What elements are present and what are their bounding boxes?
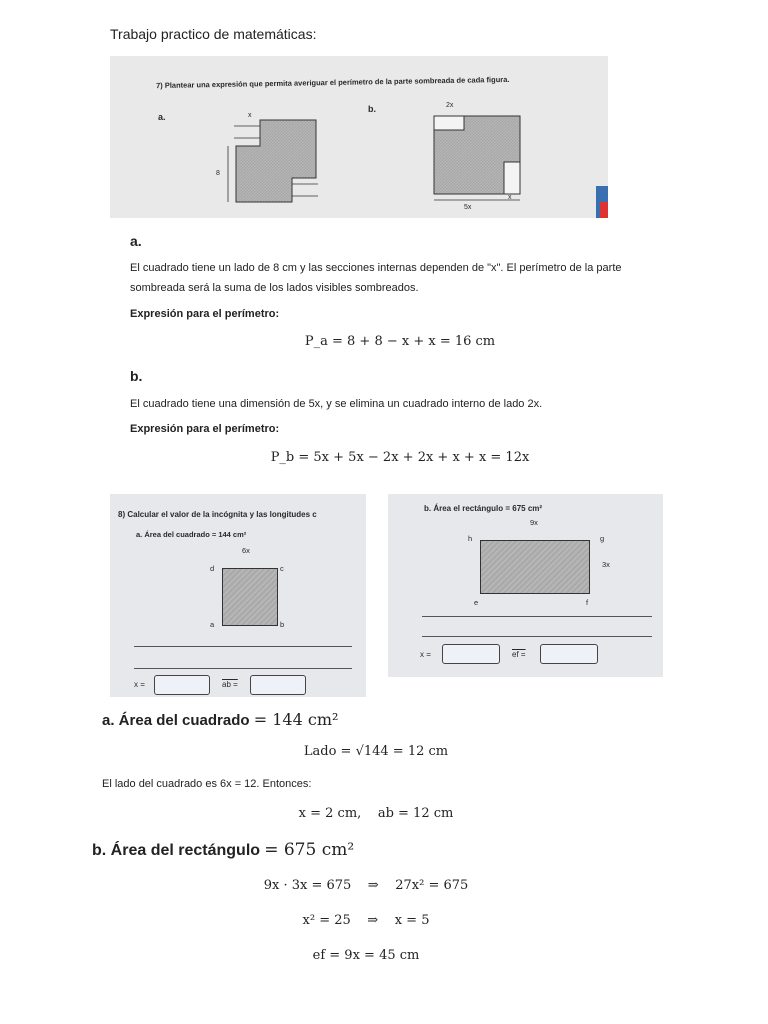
answer-line-4 bbox=[422, 636, 652, 637]
rect-h-label: h bbox=[468, 534, 473, 543]
fig-b-bottom-label: 5x bbox=[464, 204, 472, 211]
answer-b-heading-math: = 675 cm² bbox=[264, 840, 355, 860]
rect-g-label: g bbox=[600, 534, 605, 543]
exercise-8-question: 8) Calcular el valor de la incógnita y las longitudes c bbox=[118, 510, 317, 519]
fig-a-side-label: 8 bbox=[216, 170, 220, 177]
ab-answer-label: ab = bbox=[222, 680, 238, 689]
x-answer-label: x = bbox=[134, 680, 145, 689]
answer-b-line-3: ef = 9x = 45 cm bbox=[312, 948, 420, 963]
answer-a-result: x = 2 cm, ab = 12 cm bbox=[298, 806, 454, 821]
exercise-7-label-a: a. bbox=[158, 112, 166, 122]
section-b-formula: P_b = 5x + 5x − 2x + 2x + x + x = 12x bbox=[270, 450, 530, 465]
answer-a-heading-math: = 144 cm² bbox=[253, 710, 339, 729]
exercise-8b-photo bbox=[388, 494, 663, 677]
x-answer-box-b bbox=[442, 644, 500, 664]
fig-b-right-label: x bbox=[508, 194, 512, 201]
section-a-formula: P_a = 8 + 8 − x + x = 16 cm bbox=[304, 334, 496, 349]
section-a-heading: a. bbox=[130, 233, 142, 249]
rect-side-label: 3x bbox=[602, 560, 610, 569]
section-b-subheading: Expresión para el perímetro: bbox=[130, 423, 280, 435]
section-a-subheading: Expresión para el perímetro: bbox=[130, 308, 280, 320]
answer-a-text: El lado del cuadrado es 6x = 12. Entonces: bbox=[102, 778, 312, 790]
answer-a-heading-text: a. Área del cuadrado bbox=[102, 712, 250, 729]
fig-b-top-label: 2x bbox=[446, 102, 454, 109]
x-answer-box bbox=[154, 675, 210, 695]
rect-top-label: 9x bbox=[530, 518, 538, 527]
section-b-text: El cuadrado tiene una dimensión de 5x, y se elimina un cuadrado interno de lado 2x. bbox=[130, 398, 543, 410]
answer-b-line-2: x² = 25 ⇒ x = 5 bbox=[302, 913, 430, 928]
ef-answer-box bbox=[540, 644, 598, 664]
answer-b-line-1: 9x · 3x = 675 ⇒ 27x² = 675 bbox=[263, 878, 469, 893]
document-title: Trabajo practico de matemáticas: bbox=[110, 26, 317, 42]
answer-line-3 bbox=[422, 616, 652, 617]
square-d-label: d bbox=[210, 564, 215, 573]
exercise-7-figures bbox=[110, 56, 608, 218]
exercise-8a-photo bbox=[110, 494, 366, 697]
exercise-7-label-b: b. bbox=[368, 104, 376, 114]
section-a-text: El cuadrado tiene un lado de 8 cm y las secciones internas dependen de "x". El perímetro de la parte sombreada será la suma de los lados visibles sombreados. bbox=[130, 262, 622, 294]
answer-a-formula: Lado = √144 = 12 cm bbox=[303, 744, 449, 759]
ab-answer-box bbox=[250, 675, 306, 695]
exercise-7-photo bbox=[110, 56, 608, 218]
fig-a-top-label: x bbox=[248, 112, 252, 119]
section-b-heading: b. bbox=[130, 368, 143, 384]
x-answer-label-b: x = bbox=[420, 650, 431, 659]
rect-e-label: e bbox=[474, 598, 479, 607]
answer-line-1 bbox=[134, 646, 352, 647]
exercise-7-question: 7) Plantear una expresión que permita averiguar el perímetro de la parte sombreada de cada figura. bbox=[155, 74, 510, 91]
ef-answer-label: ef = bbox=[512, 650, 526, 659]
rectangle-figure bbox=[480, 540, 590, 594]
square-figure bbox=[222, 568, 278, 626]
square-c-label: c bbox=[280, 564, 284, 573]
exercise-8b-subheading: b. Área el rectángulo = 675 cm² bbox=[424, 504, 543, 513]
rect-f-label: f bbox=[586, 598, 589, 607]
square-a-label: a bbox=[210, 620, 215, 629]
answer-b-heading bbox=[92, 840, 354, 860]
square-b-label: b bbox=[280, 620, 285, 629]
exercise-8a-subheading: a. Área del cuadrado = 144 cm² bbox=[136, 530, 247, 539]
answer-a-heading bbox=[102, 710, 338, 729]
answer-b-heading-text: b. Área del rectángulo bbox=[92, 842, 261, 859]
square-top-label: 6x bbox=[242, 546, 250, 555]
answer-line-2 bbox=[134, 668, 352, 669]
